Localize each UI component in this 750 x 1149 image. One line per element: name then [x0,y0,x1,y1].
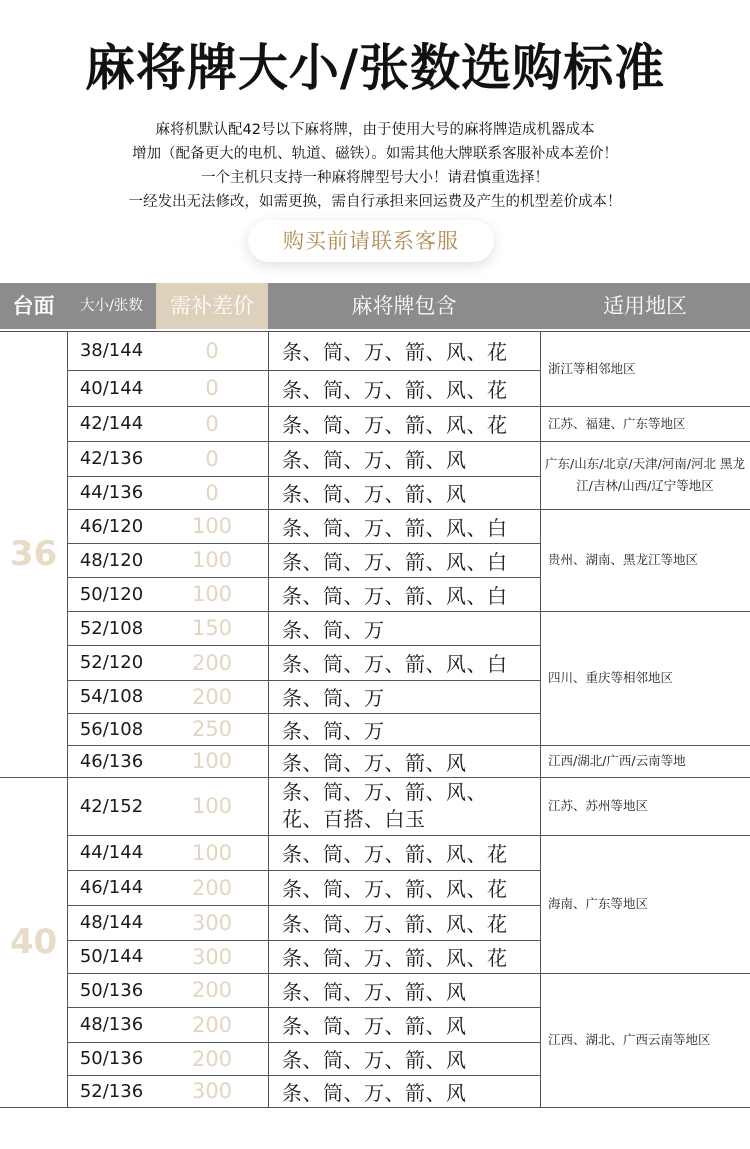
row-divider [67,611,540,612]
row-divider [67,476,540,477]
size-count-cell: 48/120 [79,549,144,571]
contact-service-button[interactable]: 购买前请联系客服 [248,220,494,262]
table-size-cell: 40 [9,922,58,962]
extra-cost-cell: 0 [205,480,219,505]
header-table-size: 台面 [0,283,67,329]
size-count-cell: 50/136 [79,979,144,1001]
size-count-cell: 40/144 [79,377,144,399]
extra-cost-cell: 100 [191,840,233,865]
tiles-cell: 条、筒、万、箭、风 [282,1080,467,1105]
size-count-cell: 46/120 [79,515,144,537]
table-size-cell: 36 [9,534,58,574]
tiles-cell: 条、筒、万、箭、风、花 [282,413,508,437]
extra-cost-cell: 0 [205,338,219,363]
tiles-cell: 条、筒、万 [282,686,385,710]
extra-cost-cell: 0 [205,411,219,436]
size-count-cell: 50/144 [79,946,144,967]
extra-cost-cell: 100 [191,548,233,572]
tiles-cell: 条、筒、万、箭、风 [282,1048,467,1072]
extra-cost-cell: 100 [191,582,233,606]
extra-cost-cell: 100 [191,514,233,538]
extra-cost-cell: 200 [191,684,233,709]
row-divider [67,441,540,442]
extra-cost-cell: 250 [191,717,233,741]
extra-cost-cell: 300 [191,1079,233,1103]
row-divider [67,745,540,746]
column-divider [67,331,68,1108]
tiles-cell: 条、筒、万、箭、风、白 [282,583,508,608]
notice-line: 一个主机只支持一种麻将牌型号大小！请君慎重选择！ [201,170,549,186]
extra-cost-cell: 200 [191,1046,233,1071]
size-count-cell: 44/136 [79,482,144,503]
row-divider [67,713,540,714]
row-divider [67,406,540,407]
region-cell: 贵州、湖南、黑龙江等地区 [548,552,699,567]
row-divider [67,370,540,371]
tiles-cell: 条、筒、万 [282,617,385,642]
region-divider [540,611,750,612]
region-divider [540,509,750,510]
region-cell: 江西、湖北、广西云南等地区 [548,1032,711,1047]
row-divider [67,905,540,906]
extra-cost-cell: 300 [191,910,233,935]
extra-cost-cell: 300 [191,944,233,969]
tiles-cell: 条、筒、万、箭、风 [282,1014,467,1038]
tiles-cell: 条、筒、万、箭、风、花 [282,877,508,901]
tiles-cell: 条、筒、万、箭、风、花、百搭、白玉 [282,780,487,831]
table-bottom-rule [0,1107,750,1108]
region-divider [540,973,750,974]
row-divider [67,645,540,646]
tiles-cell: 条、筒、万、箭、风、花 [282,946,508,970]
row-divider [67,1007,540,1008]
tiles-cell: 条、筒、万、箭、风、白 [282,515,508,540]
region-divider [540,835,750,836]
extra-cost-cell: 150 [191,616,233,640]
column-divider [540,331,541,1108]
size-count-cell: 48/144 [79,912,144,933]
size-count-cell: 52/136 [79,1080,144,1102]
row-divider [67,509,540,510]
size-count-cell: 50/136 [79,1048,144,1069]
extra-cost-cell: 200 [191,1012,233,1037]
row-divider [67,577,540,578]
extra-cost-cell: 0 [205,376,219,400]
size-count-cell: 50/120 [79,583,144,605]
column-divider [268,331,269,1108]
tiles-cell: 条、筒、万、箭、风、花 [282,842,508,866]
size-count-cell: 42/144 [79,413,144,434]
size-count-cell: 38/144 [79,340,144,361]
extra-cost-cell: 200 [191,978,233,1002]
row-divider [67,940,540,941]
size-count-cell: 48/136 [79,1014,144,1035]
tiles-cell: 条、筒、万、箭、风、白 [282,652,508,676]
tiles-cell: 条、筒、万、箭、风 [282,482,467,506]
region-divider [540,745,750,746]
tiles-cell: 条、筒、万、箭、风 [282,448,467,472]
notice-line: 麻将机默认配42号以下麻将牌，由于使用大号的麻将牌造成机器成本 [155,122,595,138]
extra-cost-cell: 200 [191,875,233,900]
size-count-cell: 42/152 [79,795,144,817]
region-cell: 浙江等相邻地区 [548,360,636,376]
size-count-cell: 54/108 [79,686,144,707]
notice-line: 一经发出无法修改，如需更换，需自行承担来回运费及产生的机型差价成本！ [128,194,622,210]
size-count-cell: 46/144 [79,877,144,898]
row-divider [67,543,540,544]
row-divider [67,973,540,974]
tiles-cell: 条、筒、万 [282,718,385,743]
region-cell: 江西/湖北/广西/云南等地 [548,753,686,768]
size-count-cell: 56/108 [79,718,144,740]
region-divider [540,441,750,442]
extra-cost-cell: 0 [205,446,219,471]
group-divider [0,777,750,778]
size-count-cell: 46/136 [79,750,144,772]
extra-cost-cell: 100 [191,749,233,773]
size-count-cell: 52/108 [79,617,144,639]
tiles-cell: 条、筒、万、箭、风、白 [282,549,508,574]
region-cell: 海南、广东等地区 [548,896,649,911]
tiles-cell: 条、筒、万、箭、风、花 [282,377,508,402]
table-top-rule [0,331,750,332]
header-extra-cost: 需补差价 [156,283,268,329]
row-divider [67,870,540,871]
header-tiles-included: 麻将牌包含 [268,283,540,329]
header-size-count: 大小/张数 [67,283,156,329]
page-title: 麻将牌大小/张数选购标准 [84,39,666,97]
size-count-cell: 52/120 [79,652,144,673]
extra-cost-cell: 100 [191,794,233,818]
region-divider [540,406,750,407]
size-count-cell: 44/144 [79,842,144,863]
row-divider [67,1042,540,1043]
region-cell: 广东/山东/北京/天津/河南/河北 黑龙江/吉林/山西/辽宁等地区 [544,456,746,493]
tiles-cell: 条、筒、万、箭、风 [282,750,467,775]
size-count-cell: 42/136 [79,448,144,469]
row-divider [67,835,540,836]
region-cell: 江苏、苏州等地区 [548,798,649,813]
tiles-cell: 条、筒、万、箭、风、花 [282,340,508,364]
row-divider [67,680,540,681]
header-applicable-region: 适用地区 [540,283,750,329]
tiles-cell: 条、筒、万、箭、风 [282,979,467,1004]
row-divider [67,1075,540,1076]
region-cell: 江苏、福建、广东等地区 [548,415,686,431]
region-cell: 四川、重庆等相邻地区 [548,670,674,685]
extra-cost-cell: 200 [191,650,233,675]
tiles-cell: 条、筒、万、箭、风、花 [282,912,508,936]
notice-line: 增加（配备更大的电机、轨道、磁铁）。如需其他大牌联系客服补成本差价！ [132,146,618,162]
